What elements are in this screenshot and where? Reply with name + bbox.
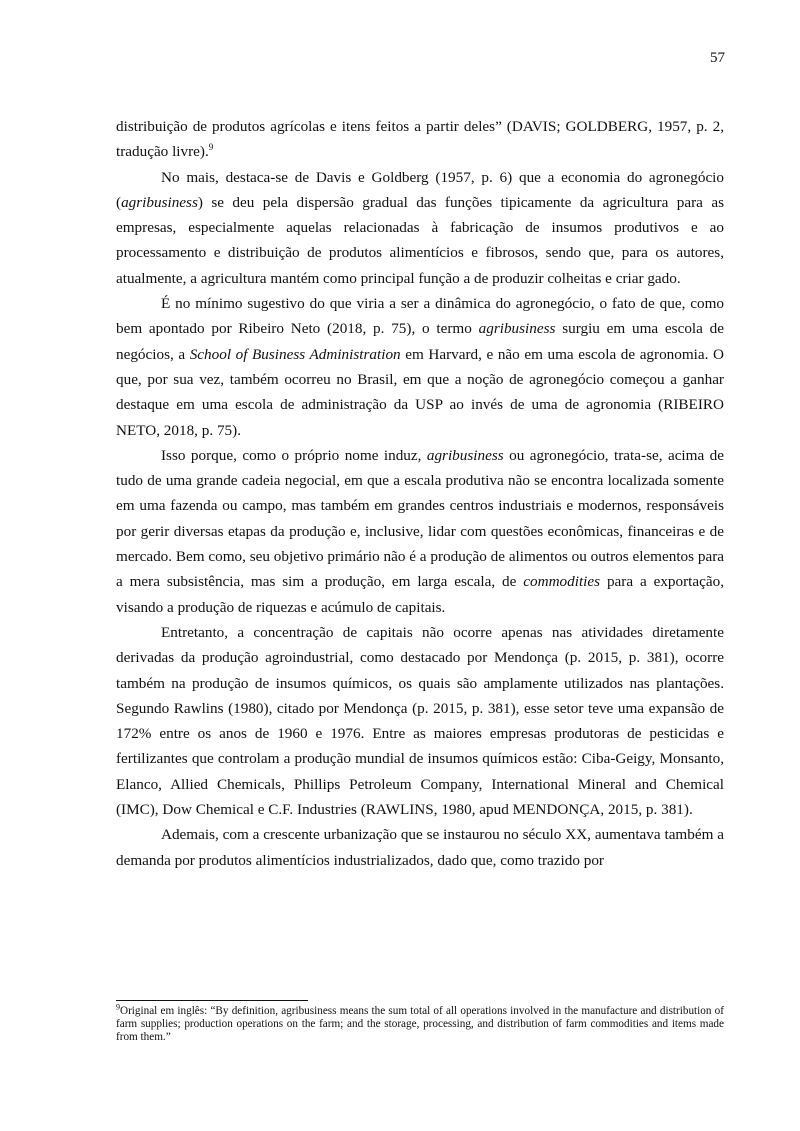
paragraph-urbanization bbox=[116, 822, 724, 873]
paragraph-business-chain bbox=[116, 443, 724, 620]
footnote-reference: 9 bbox=[208, 142, 214, 153]
footnote-separator bbox=[116, 1000, 308, 1001]
paragraph-text: No mais, destaca-se de Davis e Goldberg (1957, p. 6) que a economia do agronegócio ( bbox=[116, 168, 724, 211]
paragraph-text: Ademais, com a crescente urbanização que se instaurou no século XX, aumentava também a demanda por produtos alimentícios industrializados, dado que, como trazido por bbox=[116, 826, 724, 869]
paragraph-text: ou agronegócio, trata-se, acima de tudo de uma grande cadeia negocial, em que a escala produtiva não se encontra localizada somente em uma fazenda ou campo, mas também em grandes centros industriais e modernos, responsáveis por gerir diversas etapas da produção e, inclusive, lidar com questões econômicas, financeiras e de mercado. Bem como, seu objetivo primário não é a produção de alimentos ou outros elementos para a mera subsistência, mas sim a produção, em larga escala, de bbox=[116, 446, 724, 591]
paragraph-harvard-origin bbox=[116, 291, 724, 443]
footnote-marker: 9 bbox=[116, 1002, 120, 1012]
italic-term: agribusiness bbox=[426, 446, 504, 464]
body-text bbox=[116, 114, 724, 873]
paragraph-text: em Harvard, e não em uma escola de agronomia. O que, por sua vez, também ocorreu no Brasil, em que a noção de agronegócio começou a ganhar destaque em uma escola de administração da USP ao invés de uma de agronomia (RIBEIRO NETO, 2018, p. 75). bbox=[116, 345, 724, 439]
paragraph-chemical-inputs bbox=[116, 620, 724, 822]
paragraph-text: Entretanto, a concentração de capitais não ocorre apenas nas atividades diretamente derivadas da produção agroindustrial, como destacado por Mendonça (p. 2015, p. 381), ocorre também na produção de insumos químicos, os quais são amplamente utilizados nas plantações. Segundo Rawlins (1980), citado por Mendonça (p. 2015, p. 381), esse setor teve uma expansão de 172% entre os anos de 1960 e 1976. Entre as maiores empresas produtoras de pesticidas e fertilizantes que controlam a produção mundial de insumos químicos estão: Ciba-Geigy, Monsanto, Elanco, Allied Chemicals, Phillips Petroleum Company, International Mineral and Chemical (IMC), Dow Chemical e C.F. Industries (RAWLINS, 1980, apud MENDONÇA, 2015, p. 381). bbox=[116, 623, 724, 819]
italic-term: commodities bbox=[523, 573, 601, 591]
paragraph-agribusiness-origin bbox=[116, 165, 724, 291]
paragraph-text: surgiu em uma escola de negócios, a bbox=[116, 320, 724, 363]
footnote bbox=[116, 1002, 724, 1044]
paragraph-text: É no mínimo sugestivo do que viria a ser a dinâmica do agronegócio, o fato de que, como bem apontado por Ribeiro Neto (2018, p. 75), o termo bbox=[116, 295, 724, 338]
footnote-text: Original em inglês: “By definition, agribusiness means the sum total of all operations involved in the manufacture and distribution of farm supplies; production operations on the farm; and the storage, processing, and distribution of farm commodities and items made from them.” bbox=[116, 1005, 724, 1043]
paragraph-text: distribuição de produtos agrícolas e itens feitos a partir deles” (DAVIS; GOLDBERG, 1957, p. 2, tradução livre). bbox=[116, 118, 724, 161]
paragraph-continuation bbox=[116, 114, 724, 165]
paragraph-text: ) se deu pela dispersão gradual das funções tipicamente da agricultura para as empresas, especialmente aquelas relacionadas à fabricação de insumos produtivos e ao processamento e distribuição de produtos alimentícios e fibrosos, sendo que, para os autores, atualmente, a agricultura mantém como principal função a de produzir colheitas e criar gado. bbox=[116, 193, 724, 287]
paragraph-text: para a exportação, visando a produção de riquezas e acúmulo de capitais. bbox=[116, 573, 724, 616]
italic-term: agribusiness bbox=[121, 193, 198, 211]
page-number: 57 bbox=[710, 50, 725, 66]
paragraph-text: Isso porque, como o próprio nome induz, bbox=[161, 446, 427, 464]
italic-institution: School of Business Administration bbox=[189, 345, 401, 363]
italic-term: agribusiness bbox=[478, 320, 556, 338]
